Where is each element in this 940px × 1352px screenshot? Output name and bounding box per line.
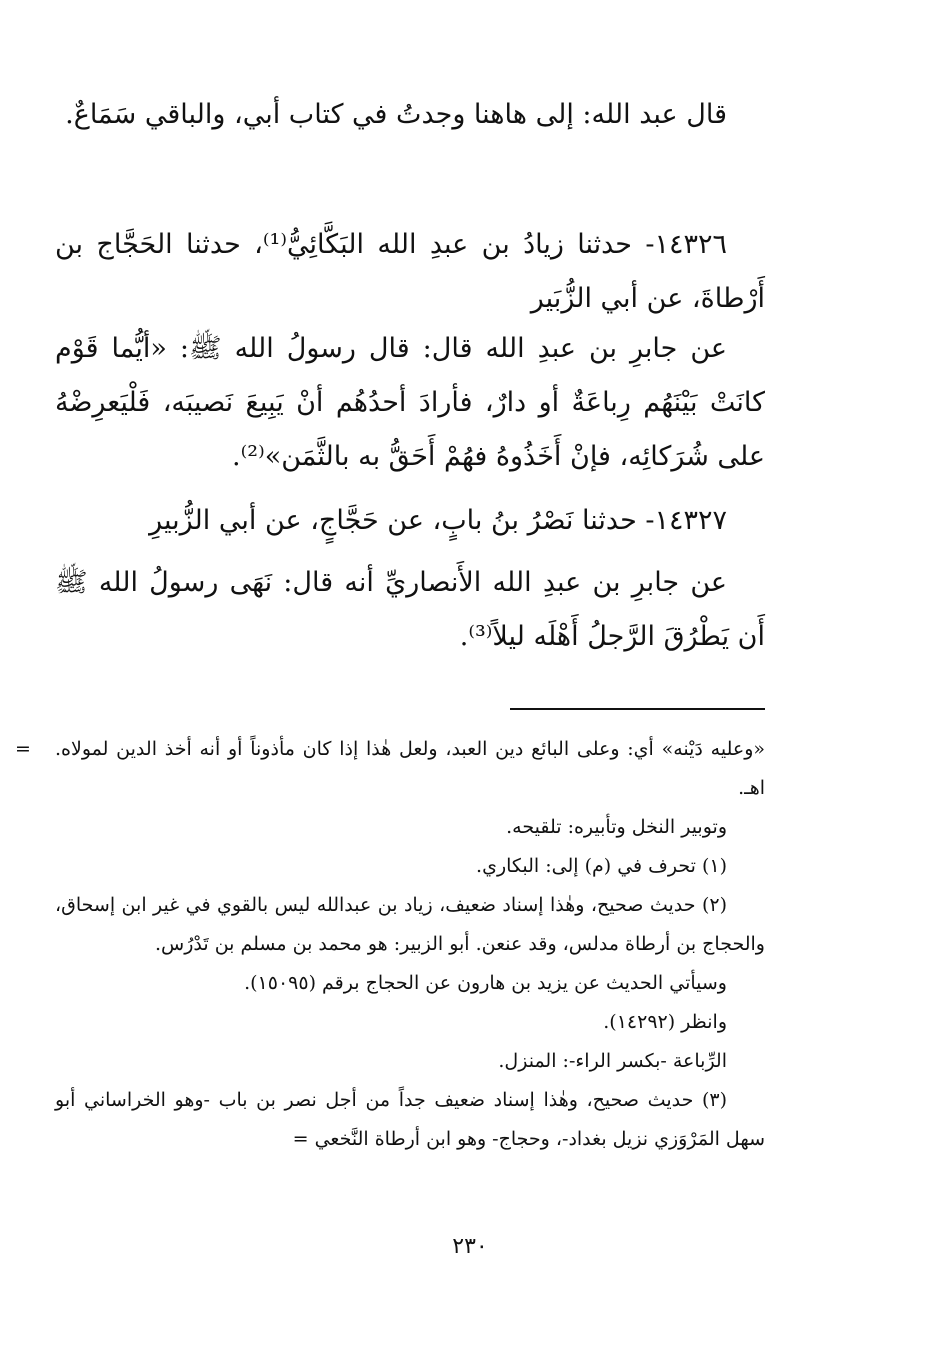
paragraph-author-note: قال عبد الله: إلى هاهنا وجدتُ في كتاب أبي، والباقي سَمَاعٌ. xyxy=(65,99,727,130)
hadith-14326-isnad: ١٤٣٢٦- حدثنا زيادُ بن عبدِ الله البَكَّائِيُّ⁽¹⁾، حدثنا الحَجَّاج بن أَرْطاةَ، عن أبي الزُّبَير xyxy=(55,229,765,314)
main-text-hadith-14327 xyxy=(55,494,765,548)
footnote-3: (٣) حديث صحيح، وهٰذا إسناد ضعيف جداً من أجل نصر بن باب -وهو الخراساني أبو سهل المَرْوَزي نزيل بغداد-، وحجاج- وهو ابن أرطاة النَّخعي = xyxy=(55,1089,765,1150)
footnotes xyxy=(15,730,765,1159)
hadith-14327-isnad: ١٤٣٢٧- حدثنا نَصْرُ بنُ بابٍ، عن حَجَّاجٍ، عن أبي الزُّبيرِ xyxy=(149,505,727,536)
hadith-14326-matn: عن جابرِ بن عبدِ الله قال: قال رسولُ الله ﷺ: «أيُّما قَوْم كانَتْ بَيْنَهُم رِباعَةٌ أو دارٌ، فأرادَ أحدُهُم أنْ يَبِيعَ نَصيبَه، فَلْيَعرِضْهُ على شُرَكائِه، فإنْ أَخَذُوهُ فهُمْ أَحَقُّ به بالثَّمَن»⁽²⁾. xyxy=(55,333,765,472)
footnote-continuation-mark: = xyxy=(15,738,31,760)
hadith-14327-matn: عن جابرِ بن عبدِ الله الأَنصاريِّ أنه قال: نَهَى رسولُ الله ﷺ أَن يَطْرُقَ الرَّجلُ أَهْلَه ليلاً⁽³⁾. xyxy=(55,567,765,652)
footnote-tabyir: وتوبير النخل وتأبيره: تلقيحه. xyxy=(506,816,727,838)
footnote-2-ribaa: الرِّباعة -بكسر الراء-: المنزل. xyxy=(498,1050,727,1072)
footnote-separator xyxy=(510,708,765,710)
main-text xyxy=(55,88,765,142)
main-text-hadith-14327-matn xyxy=(55,556,765,664)
footnote-2-see-also: وسيأتي الحديث عن يزيد بن هارون عن الحجاج برقم (١٥٠٩٥). xyxy=(244,972,727,994)
footnote-2: (٢) حديث صحيح، وهٰذا إسناد ضعيف، زياد بن عبدالله ليس بالقوي في غير ابن إسحاق، والحجاج بن أرطاة مدلس، وقد عنعن. أبو الزبير: هو محمد بن مسلم بن تَدْرُس. xyxy=(55,894,765,955)
main-text-hadith-14326-matn xyxy=(55,322,765,484)
page-number: ٢٣٠ xyxy=(452,1234,488,1259)
footnote-continued-text: «وعليه دَيْنه» أي: وعلى البائع دين العبد، ولعل هٰذا إذا كان مأذوناً أو أنه أخذ الدين لمولاه. اهـ. xyxy=(55,738,765,799)
main-text-hadith-14326 xyxy=(55,218,765,326)
footnote-1: (١) تحرف في (م) إلى: البكاري. xyxy=(476,855,727,877)
footnote-2-compare: وانظر (١٤٢٩٢). xyxy=(603,1011,727,1033)
